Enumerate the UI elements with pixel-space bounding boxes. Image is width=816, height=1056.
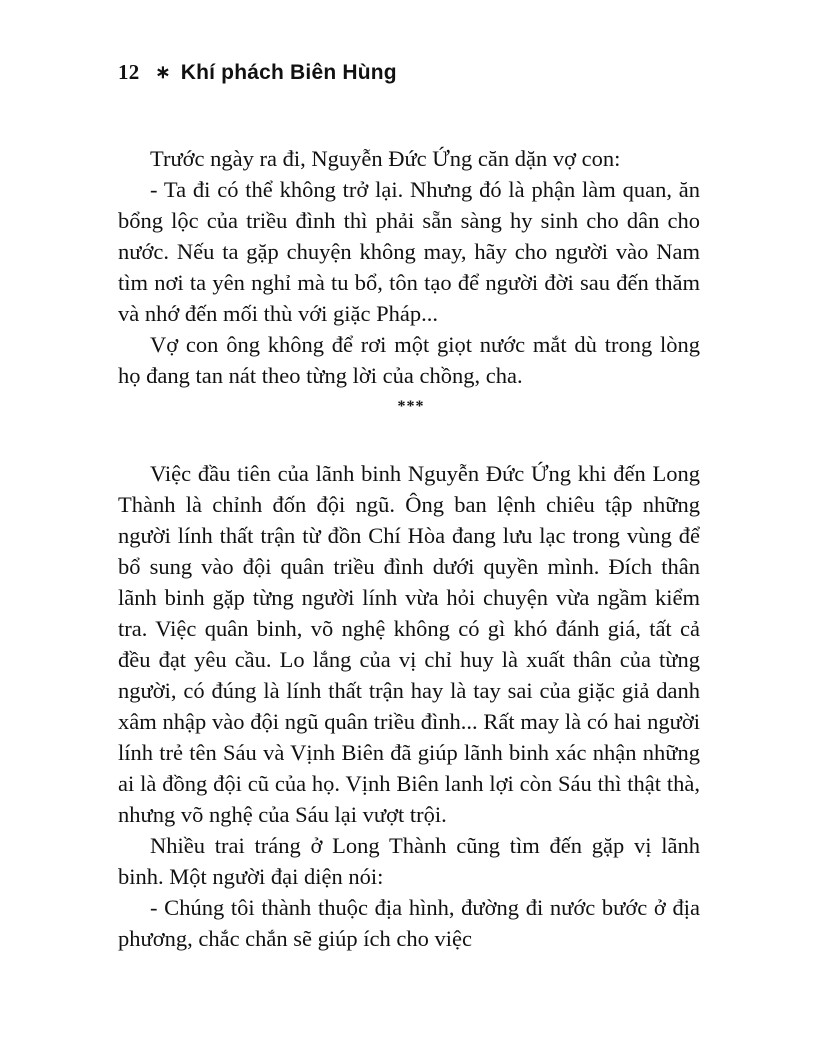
paragraph: Vợ con ông không để rơi một giọt nước mắt dù trong lòng họ đang tan nát theo từng lời của chồng, cha. xyxy=(118,332,700,388)
paragraph: - Chúng tôi thành thuộc địa hình, đường đi nước bước ở địa phương, chắc chắn sẽ giúp ích cho việc xyxy=(118,895,700,951)
page-number: 12 xyxy=(118,60,140,84)
book-title: Khí phách Biên Hùng xyxy=(180,61,397,84)
running-header xyxy=(118,60,397,85)
section-1 xyxy=(118,143,700,391)
paragraph: Trước ngày ra đi, Nguyễn Đức Ứng căn dặn vợ con: xyxy=(150,146,621,171)
paragraph: Việc đầu tiên của lãnh binh Nguyễn Đức Ứng khi đến Long Thành là chỉnh đốn đội ngũ. Ông ban lệnh chiêu tập những người lính thất trận từ đồn Chí Hòa đang lưu lạc trong vùng để bổ sung vào đội quân triều đình dưới quyền mình. Đích thân lãnh binh gặp từng người lính vừa hỏi chuyện vừa ngầm kiểm tra. Việc quân binh, võ nghệ không có gì khó đánh giá, tất cả đều đạt yêu cầu. Lo lắng của vị chỉ huy là xuất thân của từng người, có đúng là lính thất trận hay là tay sai của giặc giả danh xâm nhập vào đội ngũ quân triều đình... Rất may là có hai người lính trẻ tên Sáu và Vịnh Biên đã giúp lãnh binh xác nhận những ai là đồng đội cũ của họ. Vịnh Biên lanh lợi còn Sáu thì thật thà, nhưng võ nghệ của Sáu lại vượt trội. xyxy=(118,461,700,827)
paragraph: Nhiều trai tráng ở Long Thành cũng tìm đến gặp vị lãnh binh. Một người đại diện nói: xyxy=(118,833,700,889)
divider-stars: *** xyxy=(397,398,425,415)
section-2 xyxy=(118,458,700,954)
section-divider xyxy=(0,398,816,416)
paragraph: - Ta đi có thể không trở lại. Nhưng đó là phận làm quan, ăn bổng lộc của triều đình thì phải sẵn sàng hy sinh cho dân cho nước. Nếu ta gặp chuyện không may, hãy cho người vào Nam tìm nơi ta yên nghỉ mà tu bổ, tôn tạo để người đời sau đến thăm và nhớ đến mối thù với giặc Pháp... xyxy=(118,177,700,326)
asterisk-separator-icon: ∗ xyxy=(155,62,171,82)
